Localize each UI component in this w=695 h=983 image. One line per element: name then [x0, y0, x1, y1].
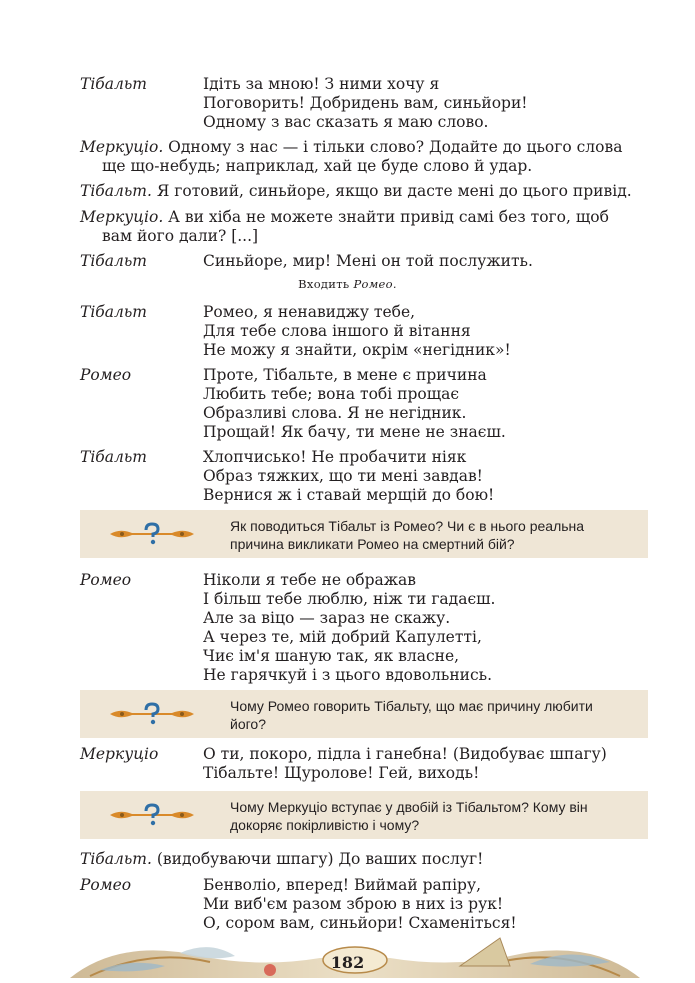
question-line: Чому Меркуціо вступає у двобій із Тібальтом? Кому він	[230, 799, 588, 815]
verse-line: Чиє ім'я шаную так, як власне,	[203, 647, 460, 665]
question-line: його?	[230, 716, 266, 732]
verse-line: Ромео, я ненавиджу тебе,	[203, 303, 416, 321]
question-ornament-icon	[108, 522, 196, 546]
verse-line: Тібальте! Щуролове! Гей, виходь!	[203, 764, 480, 782]
question-text	[230, 697, 638, 733]
verse-line: Бенволіо, вперед! Виймай рапіру,	[203, 876, 481, 894]
question-box	[80, 791, 648, 839]
verse-line: Одному з вас сказать я маю слово.	[203, 113, 489, 131]
prose-text: Я готовий, синьйоре, якщо ви дасте мені до цього привід.	[151, 182, 632, 200]
verse-line: Хлопчисько! Не пробачити ніяк	[203, 448, 467, 466]
question-box	[80, 510, 648, 558]
speaker-label: Тібальт	[80, 75, 148, 93]
prose-text-continued: вам його дали? [...]	[102, 227, 259, 245]
question-text	[230, 798, 638, 834]
prose-text: Одному з нас — і тільки слово? Додайте до цього слова	[163, 138, 623, 156]
question-line: Чому Ромео говорить Тібальту, що має причину любити	[230, 698, 593, 714]
speaker-label: Ромео	[80, 571, 132, 589]
speaker-label: Ромео	[80, 876, 132, 894]
verse-line: Вернися ж і ставай мерщій до бою!	[203, 486, 495, 504]
verse-line: Але за віцо — зараз не скажу.	[203, 609, 451, 627]
speaker-label: Меркуціо.	[80, 208, 164, 226]
question-text	[230, 517, 638, 553]
prose-text: (видобуваючи шпагу) До ваших послуг!	[151, 850, 484, 868]
question-ornament-icon	[108, 803, 196, 827]
speaker-label: Меркуціо.	[80, 138, 164, 156]
verse-line: І більш тебе люблю, ніж ти гадаєш.	[203, 590, 496, 608]
verse-line: Прощай! Як бачу, ти мене не знаєш.	[203, 423, 506, 441]
question-ornament-icon	[108, 702, 196, 726]
verse-line: Для тебе слова іншого й вітання	[203, 322, 471, 340]
speaker-label: Тібальт	[80, 252, 148, 270]
verse-line: Любить тебе; вона тобі прощає	[203, 385, 460, 403]
speaker-label: Ромео	[80, 366, 132, 384]
verse-line: Синьйоре, мир! Мені он той послужить.	[203, 252, 533, 270]
prose-paragraph	[80, 850, 646, 869]
verse-line: Не можу я знайти, окрім «негідник»!	[203, 341, 511, 359]
verse-line: Образливі слова. Я не негідник.	[203, 404, 467, 422]
prose-text: А ви хіба не можете знайти привід самі без того, щоб	[163, 208, 609, 226]
verse-line: Проте, Тібальте, в мене є причина	[203, 366, 487, 384]
verse-line: Ідіть за мною! З ними хочу я	[203, 75, 440, 93]
verse-line: Ніколи я тебе не ображав	[203, 571, 416, 589]
speaker-label: Тібальт	[80, 303, 148, 321]
question-line: Як поводиться Тібальт із Ромео? Чи є в нього реальна	[230, 518, 585, 534]
verse-line: Ми виб'єм разом зброю в них із рук!	[203, 895, 504, 913]
prose-text-continued: ще що-небудь; наприклад, хай це буде слово й удар.	[102, 157, 533, 175]
stage-direction-text: Входить	[298, 277, 354, 291]
stage-direction	[0, 277, 695, 291]
verse-line: Поговорить! Добридень вам, синьйори!	[203, 94, 528, 112]
speaker-label: Тібальт.	[80, 182, 152, 200]
speaker-label: Тібальт.	[80, 850, 152, 868]
footer-ornament	[60, 918, 650, 983]
page-number: 182	[330, 953, 365, 972]
prose-paragraph	[80, 138, 646, 176]
speaker-label: Меркуціо	[80, 745, 159, 763]
verse-line: А через те, мій добрий Капулетті,	[203, 628, 482, 646]
stage-direction-name: Ромео.	[353, 277, 397, 291]
speaker-label: Тібальт	[80, 448, 148, 466]
question-line: причина викликати Ромео на смертний бій?	[230, 536, 515, 552]
question-box	[80, 690, 648, 738]
prose-paragraph	[80, 208, 646, 246]
verse-line: О ти, покоро, підла і ганебна! (Видобуває шпагу)	[203, 745, 607, 763]
prose-paragraph	[80, 182, 646, 201]
verse-line: О, сором вам, синьйори! Схаменіться!	[203, 914, 517, 932]
question-line: докоряє покірливістю і чому?	[230, 817, 420, 833]
verse-line: Не гарячкуй і з цього вдовольнись.	[203, 666, 493, 684]
verse-line: Образ тяжких, що ти мені завдав!	[203, 467, 483, 485]
